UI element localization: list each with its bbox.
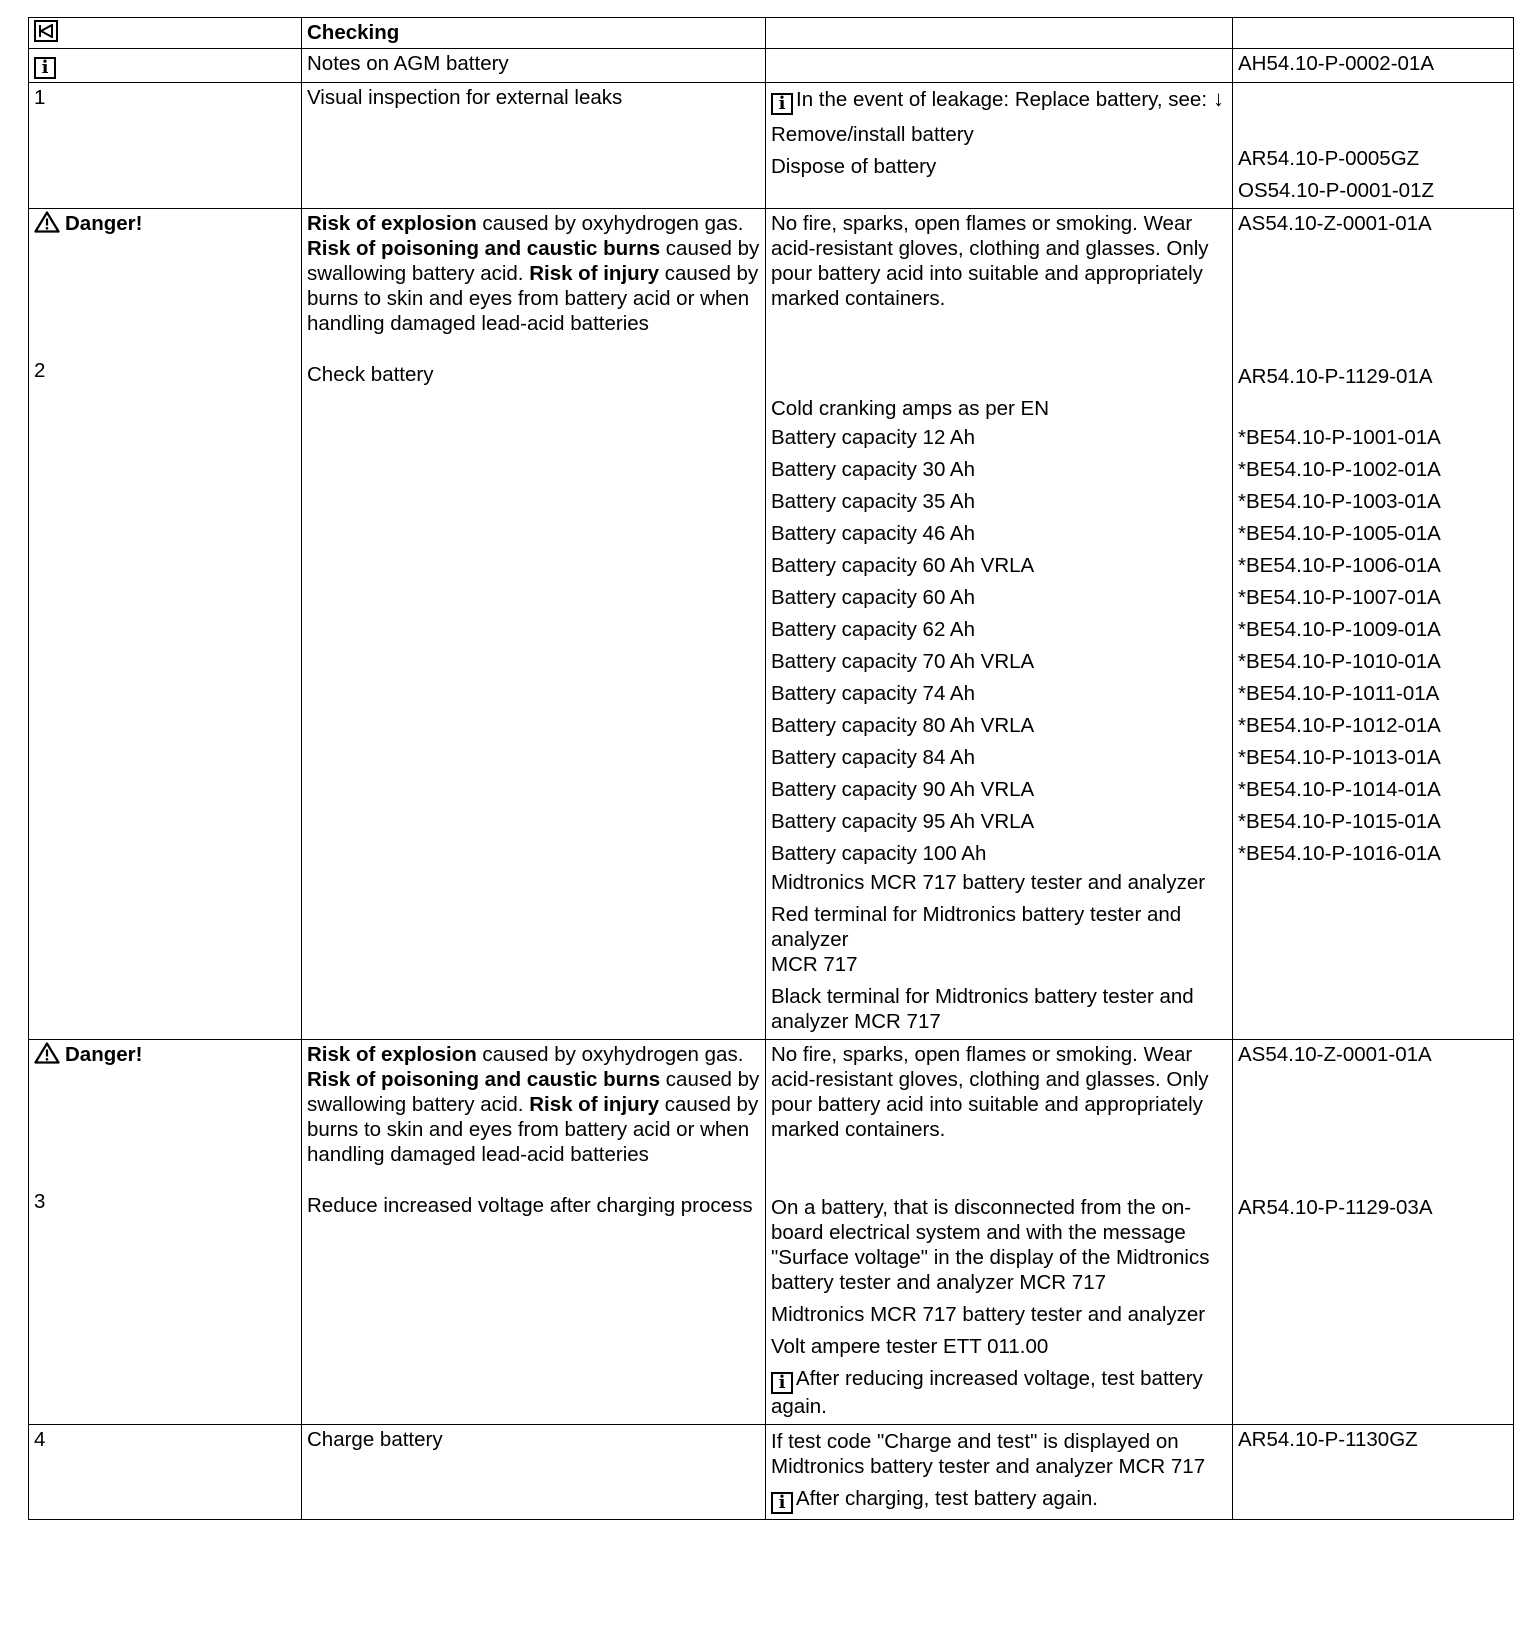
- notes-label: Notes on AGM battery: [307, 52, 509, 75]
- work-instruction-document: [28, 17, 1494, 1520]
- condition-text: On a battery, that is disconnected from the on-board electrical system and with the message "Surface voltage" in the display of the Midtronics battery tester and analyzer MCR 717: [771, 1196, 1210, 1294]
- header-icon-cell: [29, 18, 302, 49]
- cca-heading: Cold cranking amps as per EN: [771, 397, 1050, 420]
- step-ref-link[interactable]: AR54.10-P-1129-01A: [1238, 365, 1433, 388]
- battery-capacity-ref-link[interactable]: *BE54.10-P-1002-01A: [1238, 458, 1441, 481]
- danger-ref-link[interactable]: AS54.10-Z-0001-01A: [1238, 212, 1432, 235]
- step-number: 2: [34, 359, 46, 382]
- condition-text: If test code "Charge and test" is displayed on Midtronics battery tester and analyzer MCR 717: [771, 1430, 1206, 1478]
- battery-capacity-item: Battery capacity 35 Ah: [771, 490, 975, 513]
- danger-description: Risk of explosion caused by oxyhydrogen gas. Risk of poisoning and caustic burns caused by swallowing battery acid. Risk of injury caused by burns to skin and eyes from battery acid or when handling damaged lead-acid batteries: [307, 212, 760, 335]
- info-note: After reducing increased voltage, test battery again.: [771, 1367, 1203, 1418]
- step-label: Check battery: [307, 363, 434, 386]
- battery-capacity-item: Battery capacity 80 Ah VRLA: [771, 714, 1035, 737]
- battery-capacity-ref-link[interactable]: *BE54.10-P-1007-01A: [1238, 586, 1441, 609]
- info-icon: i: [34, 57, 56, 79]
- danger-label: Danger!: [65, 1043, 143, 1066]
- step-ref-link[interactable]: AR54.10-P-1129-03A: [1238, 1196, 1433, 1219]
- warning-triangle-icon: [34, 211, 60, 239]
- danger-ref-link[interactable]: AS54.10-Z-0001-01A: [1238, 1043, 1432, 1066]
- procedure-ref-link[interactable]: AR54.10-P-0005GZ: [1238, 147, 1420, 170]
- battery-capacity-item: Battery capacity 70 Ah VRLA: [771, 650, 1035, 673]
- step-label: Reduce increased voltage after charging process: [307, 1194, 753, 1217]
- danger-measures: No fire, sparks, open flames or smoking. Wear acid-resistant gloves, clothing and glasses. Only pour battery acid into suitable and appropriately marked containers.: [771, 1043, 1209, 1141]
- battery-capacity-ref-link[interactable]: *BE54.10-P-1003-01A: [1238, 490, 1441, 513]
- battery-capacity-ref-link[interactable]: *BE54.10-P-1014-01A: [1238, 778, 1441, 801]
- notes-row: [29, 49, 1514, 83]
- linked-procedure: Remove/install battery: [771, 123, 974, 146]
- danger-description: Risk of explosion caused by oxyhydrogen gas. Risk of poisoning and caustic burns caused by swallowing battery acid. Risk of injury caused by burns to skin and eyes from battery acid or when handling damaged lead-acid batteries: [307, 1043, 760, 1166]
- step-label: Visual inspection for external leaks: [307, 86, 623, 109]
- danger-and-step-3-row: [29, 1040, 1514, 1425]
- battery-capacity-ref-link[interactable]: *BE54.10-P-1001-01A: [1238, 426, 1441, 449]
- battery-capacity-list: [771, 423, 1227, 868]
- linked-procedure: Dispose of battery: [771, 155, 937, 178]
- section-title: Checking: [307, 21, 400, 44]
- danger-measures: No fire, sparks, open flames or smoking. Wear acid-resistant gloves, clothing and glasses. Only pour battery acid into suitable and appropriately marked containers.: [771, 212, 1209, 310]
- battery-capacity-item: Battery capacity 74 Ah: [771, 682, 975, 705]
- battery-capacity-ref-link[interactable]: *BE54.10-P-1015-01A: [1238, 810, 1441, 833]
- battery-capacity-item: Battery capacity 12 Ah: [771, 426, 975, 449]
- info-note: After charging, test battery again.: [796, 1487, 1098, 1510]
- tool-item: Midtronics MCR 717 battery tester and analyzer: [771, 1303, 1206, 1326]
- info-icon: i: [771, 93, 793, 115]
- battery-capacity-ref-list: [1238, 423, 1508, 868]
- battery-capacity-item: Battery capacity 30 Ah: [771, 458, 975, 481]
- battery-capacity-item: Battery capacity 95 Ah VRLA: [771, 810, 1035, 833]
- danger-label: Danger!: [65, 212, 143, 235]
- step-number: 1: [34, 86, 46, 109]
- step-4-row: [29, 1425, 1514, 1520]
- battery-capacity-ref-link[interactable]: *BE54.10-P-1012-01A: [1238, 714, 1441, 737]
- procedure-ref-link[interactable]: OS54.10-P-0001-01Z: [1238, 179, 1435, 202]
- info-icon: i: [771, 1492, 793, 1514]
- battery-capacity-ref-link[interactable]: *BE54.10-P-1009-01A: [1238, 618, 1441, 641]
- header-empty-ref-cell: [1233, 18, 1514, 49]
- battery-capacity-ref-link[interactable]: *BE54.10-P-1011-01A: [1238, 682, 1440, 705]
- header-empty-cell: [766, 18, 1233, 49]
- battery-capacity-ref-link[interactable]: *BE54.10-P-1013-01A: [1238, 746, 1441, 769]
- battery-capacity-ref-link[interactable]: *BE54.10-P-1006-01A: [1238, 554, 1441, 577]
- battery-capacity-ref-link[interactable]: *BE54.10-P-1016-01A: [1238, 842, 1441, 865]
- leakage-note: In the event of leakage: Replace battery, see:: [796, 88, 1208, 111]
- battery-capacity-item: Battery capacity 90 Ah VRLA: [771, 778, 1035, 801]
- tool-item: Black terminal for Midtronics battery tester and analyzer MCR 717: [771, 985, 1194, 1033]
- instruction-table: [28, 17, 1514, 1520]
- notes-ref-link[interactable]: AH54.10-P-0002-01A: [1238, 52, 1435, 75]
- battery-capacity-item: Battery capacity 60 Ah VRLA: [771, 554, 1035, 577]
- step-ref-link[interactable]: AR54.10-P-1130GZ: [1238, 1428, 1418, 1451]
- battery-capacity-item: Battery capacity 46 Ah: [771, 522, 975, 545]
- step-number: 4: [34, 1428, 46, 1451]
- tool-item: Midtronics MCR 717 battery tester and analyzer: [771, 871, 1206, 894]
- tool-item: Red terminal for Midtronics battery tester and analyzer MCR 717: [771, 903, 1182, 976]
- warning-triangle-icon: [34, 1042, 60, 1070]
- back-arrow-icon[interactable]: [34, 20, 58, 42]
- danger-and-step-2-row: [29, 209, 1514, 1040]
- battery-capacity-item: Battery capacity 60 Ah: [771, 586, 975, 609]
- down-arrow-icon: ↓: [1213, 86, 1225, 111]
- battery-capacity-ref-link[interactable]: *BE54.10-P-1010-01A: [1238, 650, 1441, 673]
- header-title-cell: [302, 18, 766, 49]
- battery-capacity-item: Battery capacity 100 Ah: [771, 842, 987, 865]
- step-1-row: [29, 83, 1514, 209]
- battery-capacity-item: Battery capacity 62 Ah: [771, 618, 975, 641]
- step-label: Charge battery: [307, 1428, 443, 1451]
- battery-capacity-item: Battery capacity 84 Ah: [771, 746, 975, 769]
- header-row: [29, 18, 1514, 49]
- step-number: 3: [34, 1190, 46, 1213]
- info-icon: i: [771, 1372, 793, 1394]
- tool-item: Volt ampere tester ETT 011.00: [771, 1335, 1049, 1358]
- battery-capacity-ref-link[interactable]: *BE54.10-P-1005-01A: [1238, 522, 1441, 545]
